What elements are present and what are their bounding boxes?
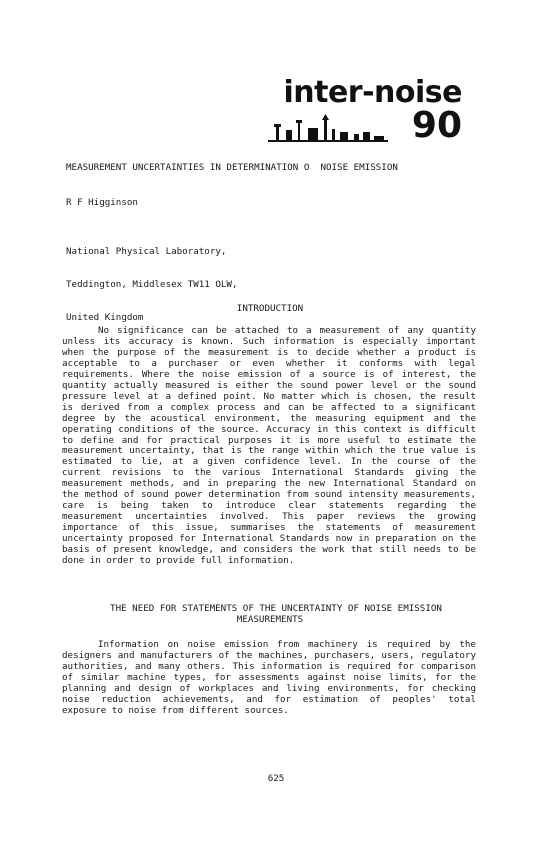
page-number: 625 (267, 773, 285, 784)
logo-wordmark: inter-noise (283, 75, 462, 110)
author-name: R F Higginson (66, 197, 138, 208)
paragraph-introduction: No significance can be attached to a measurement of any quantity unless its accuracy is known. Such information is especially important when the purpose of the measurement is to decide whether a product is acceptable to a purchaser or even whether it conforms with legal requirements. Where the noise emission of a source is of interest, the quantity actually measured is either the sound power level or the sound pressure level at a defined point. No matter which is chosen, the result is derived from a complex process and can be affected to a significant degree by the acoustical environment, the measuring equipment and the operating conditions of the source. Accuracy in this context is difficult to define and for practical purposes it is more useful to estimate the measurement uncertainty, that is the range within which the true value is estimated to lie, at a given confidence level. In the course of the current revisions to the various International Standards giving the measurement methods, and in preparing the new International Standard on the method of sound power determination from sound intensity measurements, care is being taken to introduce clear statements regarding the measurement uncertainties involved. This paper reviews the growing importance of this issue, summarises the statements of measurement uncertainty proposed for International Standards now in preparation on the basis of present knowledge, and considers the work that still needs to be done in order to provide full information. (62, 325, 476, 567)
skyline-icon (268, 114, 388, 144)
affiliation-line: United Kingdom (66, 312, 144, 323)
inter-noise-90-logo (268, 76, 468, 146)
affiliation-line: Teddington, Middlesex TW11 OLW, (66, 279, 238, 290)
section-heading-need-continued: MEASUREMENTS (236, 614, 304, 625)
paper-title: MEASUREMENT UNCERTAINTIES IN DETERMINATION O NOISE EMISSION (66, 162, 398, 173)
logo-year: 90 (411, 105, 462, 146)
affiliation-line: National Physical Laboratory, (66, 246, 227, 257)
affiliation-block (66, 224, 237, 334)
paragraph-need: Information on noise emission from machinery is required by the designers and manufacturers of the machines, purchasers, users, regulatory authorities, and many others. This information is required for comparison of similar machine types, for assessments against noise limits, for the planning and design of workplaces and living environments, for checking noise reduction achievements, and for estimation of peoples' total exposure to noise from different sources. (62, 639, 476, 716)
section-heading-need: THE NEED FOR STATEMENTS OF THE UNCERTAINTY OF NOISE EMISSION (110, 603, 442, 614)
section-heading-introduction: INTRODUCTION (236, 303, 304, 314)
